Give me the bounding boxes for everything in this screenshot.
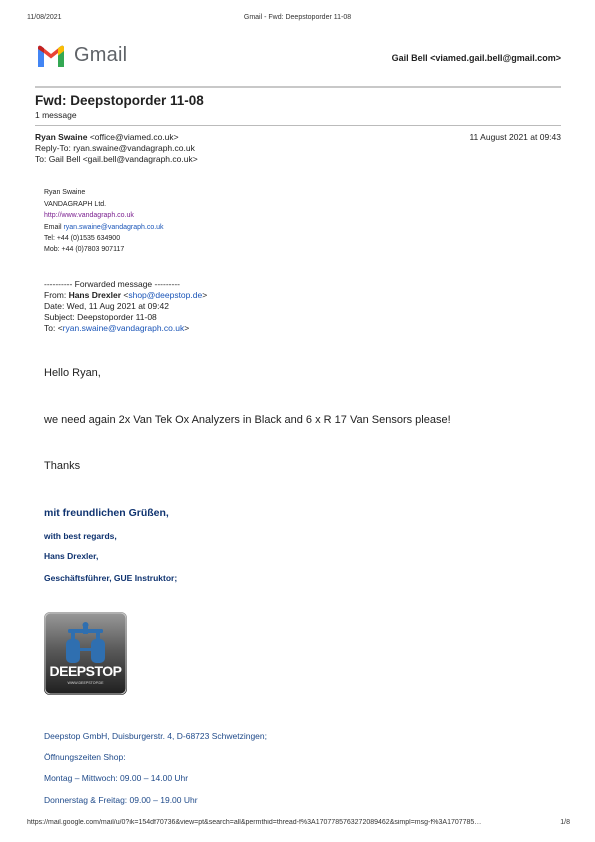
body-greeting: Hello Ryan, [44,367,101,379]
print-url: https://mail.google.com/mail/u/0?ik=154df70736&view=pt&search=all&permthid=thread-f%3A1707785763272089462&simpl=msg-f%3A1707785… [27,819,482,826]
forward-from [44,290,207,300]
message-count: 1 message [35,110,77,120]
signature-email-link[interactable]: ryan.swaine@vandagraph.co.uk [63,224,164,231]
print-date: 11/08/2021 [27,14,62,21]
body-thanks: Thanks [44,460,81,472]
sender-email: <office@viamed.co.uk> [89,132,179,142]
signature-email-label: Email [44,224,64,231]
opening-hours-title: Öffnungszeiten Shop: [44,752,126,762]
signature-website-link[interactable]: http://www.vandagraph.co.uk [44,212,134,219]
forward-subject: Subject: Deepstoporder 11-08 [44,312,157,322]
gmail-m-icon [36,44,66,67]
signature-email [44,224,164,231]
forward-from-email-link[interactable]: shop@deepstop.de [128,290,203,300]
sender-name: Ryan Swaine [35,132,88,142]
message-from [35,132,179,142]
closing-english: with best regards, [44,531,117,541]
account-label: Gail Bell <viamed.gail.bell@gmail.com> [391,53,561,63]
divider [35,86,561,88]
opening-hours-1: Montag – Mittwoch: 09.00 – 14.00 Uhr [44,773,189,783]
signature-mob: Mob: +44 (0)7803 907117 [44,246,125,253]
forward-separator: ---------- Forwarded message --------- [44,279,180,289]
deepstop-logo-tagline: WWW.DEEPSTOP.DE [67,681,104,685]
forward-from-name: Hans Drexler [68,290,122,300]
divider [35,125,561,126]
forward-to [44,323,189,333]
body-text: we need again 2x Van Tek Ox Analyzers in Black and 6 x R 17 Van Sensors please! [44,414,451,426]
forward-date: Date: Wed, 11 Aug 2021 at 09:42 [44,301,169,311]
message-to: To: Gail Bell <gail.bell@vandagraph.co.uk> [35,154,198,164]
message-date: 11 August 2021 at 09:43 [469,132,561,142]
bracket-close: > [202,290,208,300]
signature-company: VANDAGRAPH Ltd. [44,201,107,208]
gmail-logo[interactable] [36,44,127,67]
print-title: Gmail - Fwd: Deepstoporder 11-08 [243,14,352,21]
signature-tel: Tel: +44 (0)1535 634900 [44,235,121,242]
company-address: Deepstop GmbH, Duisburgerstr. 4, D-68723 Schwetzingen; [44,731,268,741]
bracket-open: < [121,290,129,300]
deepstop-logo [44,612,127,695]
closing-title: Geschäftsführer, GUE Instruktor; [44,573,178,583]
forward-to-email-link[interactable]: ryan.swaine@vandagraph.co.uk [62,323,185,333]
forward-to-label: To: < [44,323,63,333]
bracket-close: > [184,323,190,333]
thread-subject: Fwd: Deepstoporder 11-08 [35,93,204,108]
gmail-brand-text: Gmail [74,44,128,66]
signature-name: Ryan Swaine [44,189,86,196]
deepstop-logo-text: DEEPSTOP [49,663,122,679]
closing-german: mit freundlichen Grüßen, [44,507,169,519]
opening-hours-2: Donnerstag & Freitag: 09.00 – 19.00 Uhr [44,795,198,805]
closing-name: Hans Drexler, [44,551,99,561]
forward-from-label: From: [44,290,69,300]
page-number: 1/8 [560,819,570,826]
reply-to: Reply-To: ryan.swaine@vandagraph.co.uk [35,143,195,153]
